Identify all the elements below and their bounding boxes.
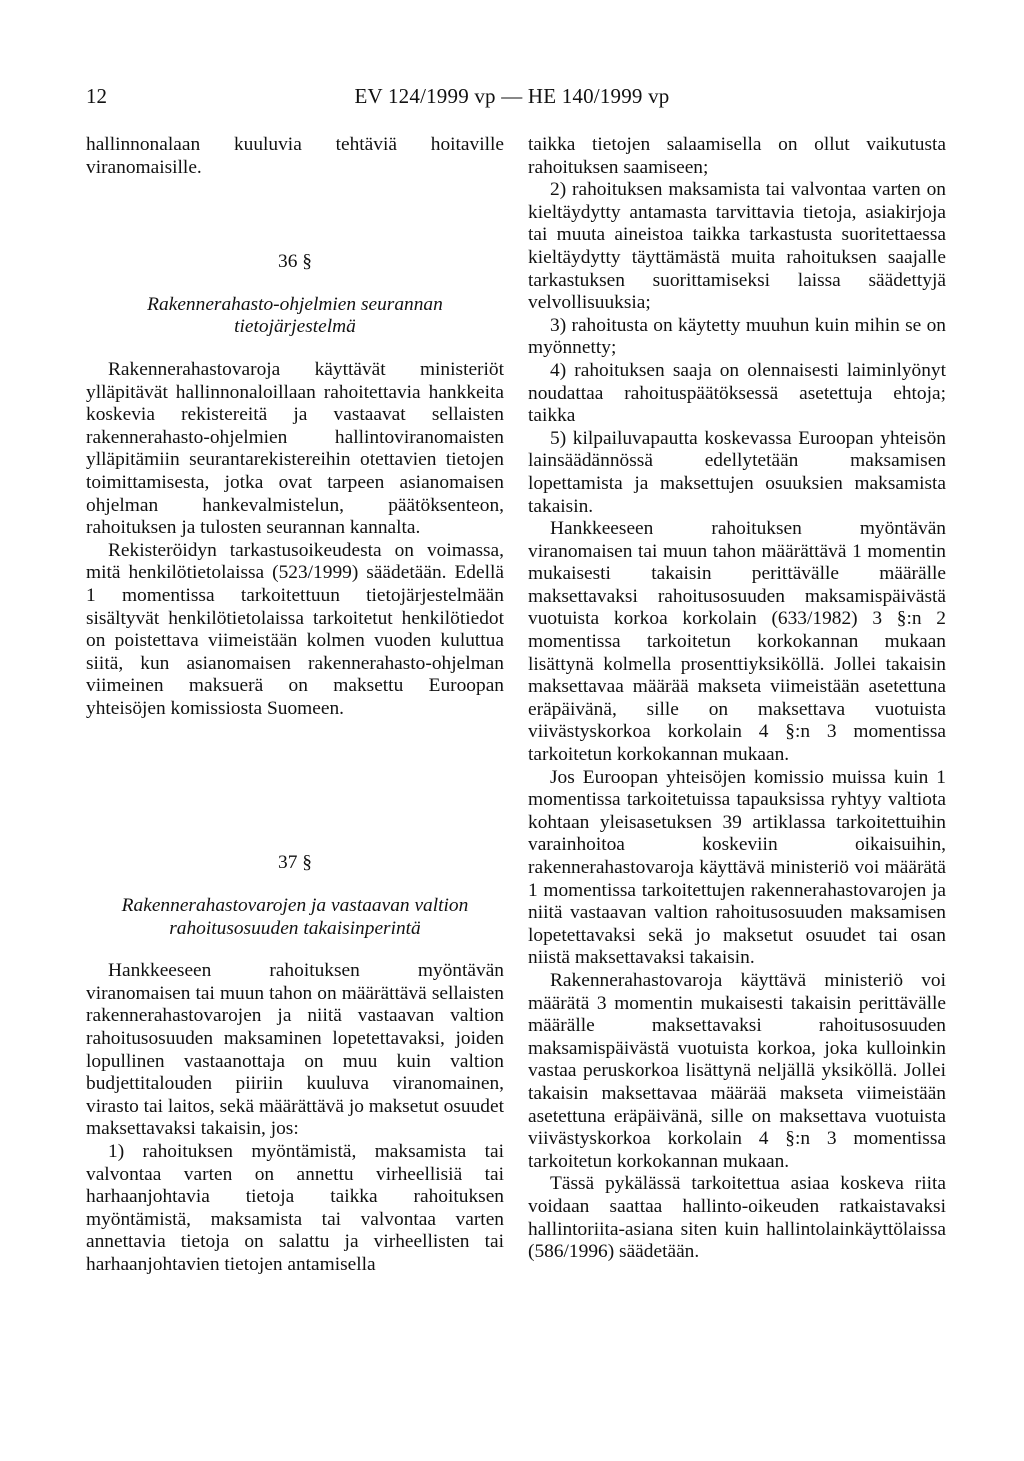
section-36-title: Rakennerahasto-ohjelmien seurannan tietojärjestelmä xyxy=(147,293,443,338)
item-4: 4) rahoituksen saaja on olennaisesti laiminlyönyt noudattaa rahoituspäätöksessä asetettuja ehtoja; taikka xyxy=(528,359,946,427)
paragraph-5: Tässä pykälässä tarkoitettua asiaa koskeva riita voidaan saattaa hallinto-oikeuden ratkaistavaksi hallintoriita-asiana siten kuin hallintolainkäyttölaissa (586/1996) säädetään. xyxy=(528,1173,946,1263)
intro-text: hallinnonalaan kuuluvia tehtäviä hoitaville viranomaisille. xyxy=(86,134,504,178)
section-37-number: 37 § xyxy=(278,852,312,874)
item-5: 5) kilpailuvapautta koskevassa Euroopan yhteisön lainsäädännössä edellytetään maksamisen lopettamista ja maksettujen osuuksien maksamista takaisin. xyxy=(528,427,946,517)
page-number: 12 xyxy=(86,84,107,108)
section-36-number: 36 § xyxy=(278,251,312,273)
paragraph-3: Jos Euroopan yhteisöjen komissio muissa kuin 1 momentissa tarkoitetuissa tapauksissa ryhtyy valtiota kohtaan yleisasetuksen 39 artiklassa tarkoitettuihin varainhoitoa koskeviin oikaisuihin, rakennerahastovaroja käyttävä ministeriö voi määrätä 1 momentissa tarkoitettujen rakennerahastovarojen ja niitä vastaavan valtion rahoitusosuuden maksamisen lopetettavaksi sekä jo maksetut osuudet tai osan niistä maksettavaksi takaisin. xyxy=(528,766,946,969)
item-2: 2) rahoituksen maksamista tai valvontaa varten on kieltäydytty antamasta tarvittavia tietoja, asiakirjoja tai muuta aineistoa taikka tarkastusta suoritettaessa kieltäydytty täyttämästä muita rahoituksen saajalle tarkastuksen suorittamiseksi laissa säädettyjä velvollisuuksia; xyxy=(528,179,946,314)
section-37-item-1: 1) rahoituksen myöntämistä, maksamista tai valvontaa varten on annettu virheellisiä tai harhaanjohtavia tietoja taikka rahoituksen myöntämistä, maksamista tai valvontaa varten annettavia tietoja on salattu ja virheellisten tai harhaanjohtavien tietojen antamisella xyxy=(86,1141,504,1275)
page-header xyxy=(0,84,1024,114)
paragraph-2: Hankkeeseen rahoituksen myöntävän viranomaisen tai muun tahon määrättävä 1 momentin mukaisesti takaisin perittävälle määrälle maksettavaksi rahoitusosuuden maksamispäivästä vuotuista korkoa korkolain (633/1982) 3 §:n 2 momentissa tarkoitetun korkokannan mukaan lisättynä kolmella prosenttiyksiköllä. Jollei takaisin maksettavaa määrää makseta viimeistään asetettuna eräpäivänä, sille on maksettava vuotuista viivästyskorkoa korkolain 4 §:n 3 momentissa tarkoitetun korkokannan mukaan. xyxy=(528,518,946,766)
right-column xyxy=(528,134,946,1264)
section-37-paragraph-1: Hankkeeseen rahoituksen myöntävän viranomaisen tai muun tahon on määrättävä sellaisten rakennerahastovarojen ja niitä vastaavan valtion rahoitusosuuden maksaminen lopetettavaksi, joiden lopullinen vastaanottaja on muu kuin valtion budjettitalouden piiriin kuuluva viranomainen, virasto tai laitos, sekä määrättävä jo maksetut osuudet maksettavaksi takaisin, jos: xyxy=(86,960,504,1140)
left-column xyxy=(86,134,504,1277)
section-36-paragraph-2: Rekisteröidyn tarkastusoikeudesta on voimassa, mitä henkilötietolaissa (523/1999) säädetään. Edellä 1 momentissa tarkoitettuun tietojärjestelmään sisältyvät henkilötietolaissa tarkoitetut henkilötiedot on poistettava viimeistään kolmen vuoden kuluttua siitä, kun asianomaisen rakennerahasto-ohjelman viimeinen maksuerä on maksettu Euroopan yhteisöjen komissiosta Suomeen. xyxy=(86,539,504,719)
section-37-title: Rakennerahastovarojen ja vastaavan valtion rahoitusosuuden takaisinperintä xyxy=(121,895,469,939)
running-title: EV 124/1999 vp — HE 140/1999 vp xyxy=(354,84,670,108)
paragraph-4: Rakennerahastovaroja käyttävä ministeriö voi määrätä 3 momentin mukaisesti takaisin perittävälle määrälle maksettavaksi rahoitusosuuden maksamispäivästä vuotuista korkoa, joka kulloinkin vastaa peruskorkoa lisättynä neljällä yksiköllä. Jollei takaisin maksettavaa määrää makseta viimeistään asetettuna eräpäivänä, sille on maksettava vuotuista viivästyskorkoa korkolain 4 §:n 3 momentissa tarkoitetun korkokannan mukaan. xyxy=(528,969,946,1172)
item-3: 3) rahoitusta on käytetty muuhun kuin mihin se on myönnetty; xyxy=(528,314,946,359)
item-1-continued: taikka tietojen salaamisella on ollut vaikutusta rahoituksen saamiseen; xyxy=(528,134,946,178)
section-36-paragraph-1: Rakennerahastovaroja käyttävät ministeriöt ylläpitävät hallinnonaloillaan rahoitettavia hankkeita koskevia rekistereitä ja vastaavat sellaisten rakennerahasto-ohjelmien hallintoviranomaisten ylläpitämiin seurantarekistereihin otettavien tietojen toimittamisesta, jotka ovat tarpeen asianomaisen ohjelman hankevalmistelun, päätöksenteon, rahoituksen ja tulosten seurannan kannalta. xyxy=(86,358,504,539)
